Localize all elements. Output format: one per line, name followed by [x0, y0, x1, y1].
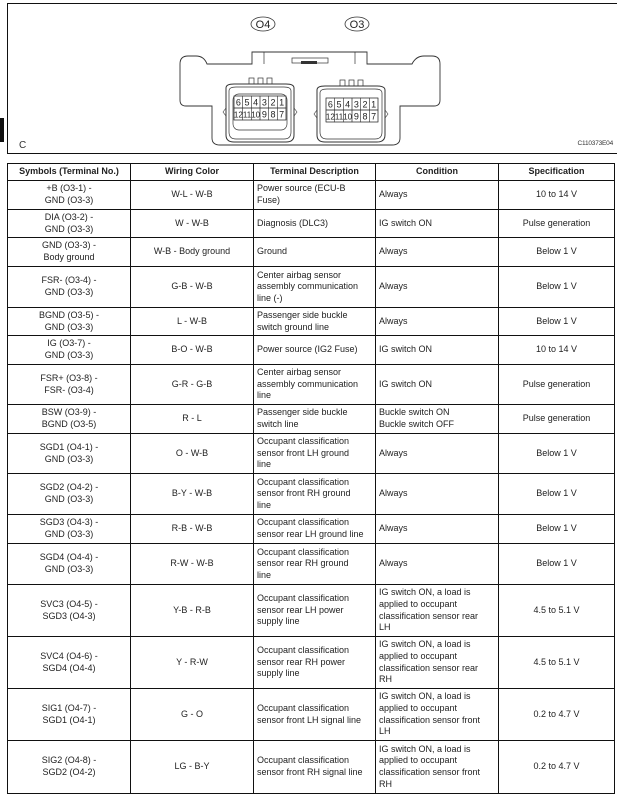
cell-specification: 10 to 14 V — [499, 336, 615, 365]
cell-terminal-description — [254, 308, 376, 336]
cell-specification: Below 1 V — [499, 474, 615, 515]
connector-label-o3 — [345, 17, 369, 31]
header-specification: Specification — [499, 164, 615, 181]
cell-condition — [376, 267, 499, 308]
cell-symbols-line: GND (O3-3) — [44, 494, 94, 504]
cell-symbols-line: SIG2 (O4-8) - — [41, 755, 97, 766]
table-row — [8, 336, 615, 365]
cell-terminal-description-line: line — [257, 569, 272, 580]
cell-symbols — [8, 210, 131, 238]
cell-condition-line: LH — [379, 622, 391, 633]
cell-symbols-line: GND (O3-3) — [44, 223, 94, 234]
header-symbols: Symbols (Terminal No.) — [8, 164, 131, 181]
pin-number: 8 — [362, 111, 368, 122]
cell-symbols-line: GND (O3-3) — [44, 564, 94, 574]
cell-terminal-description-line: Occupant classification — [257, 645, 350, 656]
cell-terminal-description-line: Occupant classification — [257, 436, 350, 447]
cell-wiring-color: G-B - W-B — [131, 267, 254, 308]
table-row — [8, 474, 615, 515]
cell-terminal-description-line: Occupant classification — [257, 546, 350, 557]
table-row — [8, 238, 615, 267]
cell-symbols-line: SGD3 (O4-3) — [42, 610, 96, 621]
cell-terminal-description-line: sensor rear LH ground line — [257, 529, 364, 539]
cell-wiring-color: LG - B-Y — [131, 741, 254, 794]
cell-terminal-description-line: Power source (IG2 Fuse) — [257, 344, 358, 355]
cell-condition-line: Buckle switch ON — [379, 407, 450, 418]
cell-specification: 0.2 to 4.7 V — [499, 741, 615, 794]
pin-number: 6 — [235, 97, 241, 108]
connector-diagram — [0, 0, 617, 160]
cell-condition-line: RH — [379, 674, 392, 685]
cell-wiring-color: G - O — [131, 689, 254, 741]
cell-symbols — [8, 544, 131, 585]
cell-terminal-description-line: switch line — [257, 419, 299, 429]
cell-terminal-description-line: line — [257, 390, 272, 401]
cell-condition-line: Always — [379, 447, 408, 458]
table-row — [8, 544, 615, 585]
connector-o4 — [223, 78, 297, 142]
cell-condition-line: IG switch ON, a load is — [379, 743, 471, 754]
table-row — [8, 365, 615, 405]
cell-symbols-line: FSR+ (O3-8) - — [40, 372, 98, 383]
cell-terminal-description-line: Ground — [257, 246, 288, 257]
pin-number: 5 — [244, 97, 250, 108]
header-condition: Condition — [376, 164, 499, 181]
cell-terminal-description-line: Occupant classification — [257, 476, 350, 487]
cell-symbols — [8, 585, 131, 637]
cell-condition — [376, 238, 499, 267]
pin-number: 2 — [270, 97, 276, 108]
pin-number: 11 — [242, 110, 252, 120]
cell-wiring-color: W - W-B — [131, 210, 254, 238]
header-wiring-color: Wiring Color — [131, 164, 254, 181]
cell-specification: 4.5 to 5.1 V — [499, 637, 615, 689]
cell-condition — [376, 365, 499, 405]
table-row — [8, 434, 615, 474]
cell-symbols-line: BGND (O3-5) - — [38, 309, 99, 320]
cell-symbols-line: BSW (O3-9) - — [41, 407, 97, 418]
cell-wiring-color: Y-B - R-B — [131, 585, 254, 637]
table-row — [8, 741, 615, 794]
figure-letter: C — [19, 140, 27, 151]
cell-condition-line: Always — [379, 558, 408, 569]
cell-terminal-description — [254, 544, 376, 585]
cell-condition-line: Buckle switch OFF — [379, 419, 455, 429]
cell-condition — [376, 210, 499, 238]
cell-terminal-description — [254, 336, 376, 365]
cell-symbols-line: GND (O3-3) - — [42, 240, 96, 251]
cell-symbols-line: SGD4 (O4-4) — [42, 662, 96, 673]
cell-condition — [376, 434, 499, 474]
cell-condition-line: Always — [379, 189, 408, 200]
pin-number: 8 — [270, 109, 276, 120]
cell-terminal-description-line: Center airbag sensor — [257, 367, 342, 378]
cell-terminal-description-line: sensor front RH signal line — [257, 767, 363, 777]
cell-symbols-line: SIG1 (O4-7) - — [41, 702, 97, 713]
cell-specification: Below 1 V — [499, 515, 615, 544]
cell-specification: Below 1 V — [499, 308, 615, 336]
cell-terminal-description — [254, 474, 376, 515]
cell-symbols-line: +B (O3-1) - — [46, 183, 92, 194]
cell-symbols — [8, 181, 131, 210]
cell-condition — [376, 405, 499, 434]
cell-wiring-color: L - W-B — [131, 308, 254, 336]
cell-condition-line: Always — [379, 523, 408, 534]
cell-terminal-description-line: Occupant classification — [257, 593, 350, 604]
cell-symbols-line: SGD1 (O4-1) - — [39, 441, 99, 452]
cell-symbols-line: GND (O3-3) — [44, 453, 94, 464]
pin-number: 7 — [279, 109, 285, 120]
cell-condition-line: classification sensor front — [379, 714, 481, 725]
table-header-row — [8, 164, 615, 181]
cell-condition-line: applied to occupant — [379, 755, 458, 766]
cell-terminal-description-line: sensor rear RH ground — [257, 558, 349, 569]
cell-terminal-description-line: sensor rear LH power — [257, 604, 344, 615]
cell-symbols — [8, 637, 131, 689]
cell-wiring-color: R-B - W-B — [131, 515, 254, 544]
cell-wiring-color: Y - R-W — [131, 637, 254, 689]
cell-symbols-line: SGD1 (O4-1) — [42, 714, 96, 725]
cell-condition — [376, 544, 499, 585]
cell-wiring-color: W-L - W-B — [131, 181, 254, 210]
pin-number: 12 — [325, 112, 335, 122]
table-row — [8, 405, 615, 434]
cell-wiring-color: G-R - G-B — [131, 365, 254, 405]
cell-specification: Below 1 V — [499, 434, 615, 474]
table-row — [8, 210, 615, 238]
cell-symbols — [8, 267, 131, 308]
cell-terminal-description-line: supply line — [257, 668, 300, 679]
cell-terminal-description — [254, 434, 376, 474]
cell-symbols — [8, 336, 131, 365]
table-row — [8, 267, 615, 308]
pin-number: 5 — [336, 99, 342, 110]
cell-specification: Below 1 V — [499, 238, 615, 267]
cell-condition-line: classification sensor rear — [379, 662, 479, 673]
cell-wiring-color: W-B - Body ground — [131, 238, 254, 267]
cell-terminal-description-line: line (-) — [257, 292, 283, 303]
cell-symbols-line: BGND (O3-5) — [41, 419, 97, 429]
cell-specification: Pulse generation — [499, 365, 615, 405]
cell-wiring-color: R - L — [131, 405, 254, 434]
cell-terminal-description-line: Power source (ECU-B — [257, 183, 346, 194]
cell-condition — [376, 181, 499, 210]
cell-condition — [376, 637, 499, 689]
cell-terminal-description — [254, 210, 376, 238]
cell-symbols-line: GND (O3-3) — [44, 529, 94, 539]
cell-terminal-description-line: Passenger side buckle — [257, 407, 348, 418]
cell-condition-line: classification sensor front — [379, 767, 481, 777]
cell-condition-line: IG switch ON — [379, 378, 433, 389]
table-row — [8, 689, 615, 741]
cell-specification: Below 1 V — [499, 544, 615, 585]
cell-terminal-description-line: sensor front LH signal line — [257, 714, 362, 725]
cell-terminal-description — [254, 267, 376, 308]
cell-condition — [376, 308, 499, 336]
cell-terminal-description — [254, 181, 376, 210]
cell-condition-line: Always — [379, 281, 408, 292]
cell-terminal-description — [254, 741, 376, 794]
pin-number: 1 — [371, 99, 377, 110]
cell-condition-line: applied to occupant — [379, 650, 458, 661]
cell-symbols — [8, 474, 131, 515]
cell-terminal-description-line: Center airbag sensor — [257, 269, 342, 280]
table-row — [8, 585, 615, 637]
pin-number: 3 — [353, 99, 359, 110]
cell-symbols — [8, 741, 131, 794]
cell-terminal-description — [254, 637, 376, 689]
cell-terminal-description — [254, 238, 376, 267]
cell-terminal-description — [254, 689, 376, 741]
cell-specification: 4.5 to 5.1 V — [499, 585, 615, 637]
cell-wiring-color: B-Y - W-B — [131, 474, 254, 515]
cell-condition — [376, 585, 499, 637]
table-row — [8, 308, 615, 336]
cell-symbols-line: GND (O3-3) — [44, 350, 94, 360]
cell-condition — [376, 515, 499, 544]
cell-condition-line: classification sensor rear — [379, 610, 479, 621]
cell-symbols-line: SGD2 (O4-2) — [42, 767, 96, 777]
cell-terminal-description-line: Occupant classification — [257, 517, 350, 528]
cell-symbols-line: SVC4 (O4-6) - — [40, 650, 98, 661]
cell-symbols — [8, 689, 131, 741]
cell-symbols-line: FSR- (O3-4) - — [41, 275, 97, 286]
cell-terminal-description-line: Occupant classification — [257, 755, 350, 766]
cell-symbols-line: SVC3 (O4-5) - — [40, 598, 98, 609]
svg-text:O4: O4 — [255, 19, 271, 31]
cell-terminal-description-line: line — [257, 499, 272, 510]
cell-condition-line: applied to occupant — [379, 598, 458, 609]
cell-terminal-description-line: switch ground line — [257, 321, 330, 332]
table-row — [8, 637, 615, 689]
cell-terminal-description-line: sensor front LH ground — [257, 447, 350, 458]
pin-number: 3 — [261, 97, 267, 108]
pin-number: 4 — [345, 99, 351, 110]
cell-terminal-description — [254, 405, 376, 434]
cell-symbols — [8, 515, 131, 544]
figure-code: C110373E04 — [577, 140, 613, 147]
cell-specification: Below 1 V — [499, 267, 615, 308]
cell-symbols-line: GND (O3-3) — [44, 287, 94, 297]
cell-terminal-description-line: Passenger side buckle — [257, 309, 348, 320]
pin-number: 9 — [353, 111, 359, 122]
table-row — [8, 181, 615, 210]
cell-symbols — [8, 405, 131, 434]
cell-symbols-line: GND (O3-3) — [44, 195, 94, 205]
cell-terminal-description-line: Fuse) — [257, 195, 281, 205]
cell-terminal-description — [254, 515, 376, 544]
cell-symbols-line: FSR- (O3-4) — [44, 384, 94, 395]
cell-terminal-description-line: supply line — [257, 616, 300, 627]
cell-terminal-description-line: sensor front RH ground — [257, 488, 351, 499]
cell-wiring-color: B-O - W-B — [131, 336, 254, 365]
cell-condition-line: IG switch ON — [379, 344, 433, 355]
cell-condition — [376, 474, 499, 515]
cell-specification: Pulse generation — [499, 405, 615, 434]
cell-terminal-description-line: Occupant classification — [257, 702, 350, 713]
pin-number: 7 — [371, 111, 377, 122]
cell-wiring-color: R-W - W-B — [131, 544, 254, 585]
cell-symbols-line: SGD3 (O4-3) - — [39, 517, 99, 528]
cell-condition-line: Always — [379, 315, 408, 326]
ecu-housing-outline — [180, 52, 440, 145]
pin-number: 10 — [251, 110, 261, 120]
cell-symbols-line: DIA (O3-2) - — [44, 211, 94, 222]
cell-condition — [376, 689, 499, 741]
cell-condition-line: RH — [379, 778, 392, 789]
cell-terminal-description-line: sensor rear RH power — [257, 656, 346, 667]
cell-condition-line: Always — [379, 488, 408, 499]
svg-text:O3: O3 — [349, 19, 365, 31]
cell-wiring-color: O - W-B — [131, 434, 254, 474]
table-row — [8, 515, 615, 544]
cell-specification: 10 to 14 V — [499, 181, 615, 210]
cell-condition — [376, 741, 499, 794]
cell-terminal-description-line: assembly communication — [257, 281, 359, 292]
cell-condition — [376, 336, 499, 365]
connector-label-o4 — [251, 17, 275, 31]
header-terminal-description: Terminal Description — [254, 164, 376, 181]
cell-terminal-description-line: line — [257, 459, 272, 470]
cell-condition-line: applied to occupant — [379, 702, 458, 713]
pin-number: 9 — [261, 109, 267, 120]
cell-condition-line: IG switch ON — [379, 217, 433, 228]
pin-number: 10 — [343, 112, 353, 122]
cell-symbols-line: SGD4 (O4-4) - — [39, 552, 99, 563]
terminal-table — [7, 163, 615, 794]
cell-terminal-description — [254, 365, 376, 405]
pin-number: 11 — [334, 112, 344, 122]
cell-condition-line: IG switch ON, a load is — [379, 691, 471, 702]
cell-specification: 0.2 to 4.7 V — [499, 689, 615, 741]
cell-specification: Pulse generation — [499, 210, 615, 238]
pin-number: 12 — [233, 110, 243, 120]
connector-o3 — [314, 80, 388, 142]
cell-symbols — [8, 238, 131, 267]
cell-condition-line: IG switch ON, a load is — [379, 587, 471, 598]
pin-number: 1 — [279, 97, 285, 108]
cell-condition-line: IG switch ON, a load is — [379, 639, 471, 650]
cell-symbols — [8, 365, 131, 405]
cell-terminal-description — [254, 585, 376, 637]
cell-symbols — [8, 434, 131, 474]
cell-terminal-description-line: assembly communication — [257, 378, 359, 389]
pin-number: 4 — [253, 97, 259, 108]
pin-number: 6 — [327, 99, 333, 110]
cell-symbols — [8, 308, 131, 336]
cell-terminal-description-line: Diagnosis (DLC3) — [257, 217, 329, 228]
cell-condition-line: LH — [379, 726, 391, 737]
cell-condition-line: Always — [379, 246, 408, 257]
cell-symbols-line: Body ground — [43, 252, 95, 262]
cell-symbols-line: IG (O3-7) - — [47, 338, 91, 349]
cell-symbols-line: SGD2 (O4-2) - — [39, 482, 99, 493]
pin-number: 2 — [362, 99, 368, 110]
cell-symbols-line: GND (O3-3) — [44, 321, 94, 332]
